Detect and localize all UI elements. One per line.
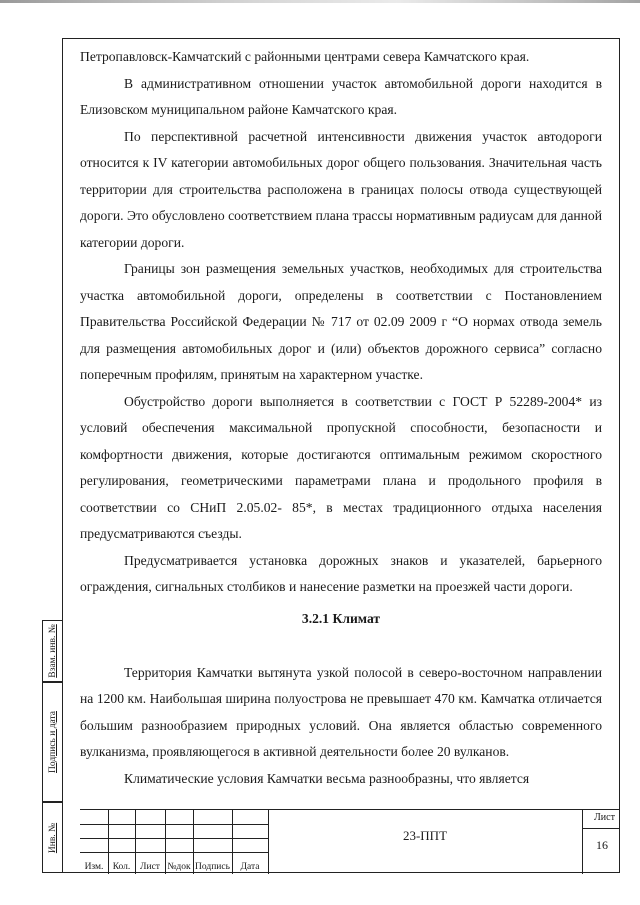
- side-strip-vzam: [42, 620, 63, 682]
- document-body: [80, 44, 602, 792]
- paragraph: По перспективной расчетной интенсивности движения участок автодороги относится к IV категории автомобильных дорог общего пользования. Значительная часть территории для строительства расположена в границах полосы отвода существующей дороги. Это обусловлено соответствием плана трассы нормативным радиусам для данной категории дороги.: [80, 128, 602, 250]
- stamp-header: №док: [167, 862, 191, 872]
- paragraph: В административном отношении участок автомобильной дороги находится в Елизовском муниципальном районе Камчатского края.: [80, 75, 602, 117]
- side-strip-signature: [42, 682, 63, 802]
- sheet-number: 16: [596, 838, 608, 852]
- stamp-header: Изм.: [84, 862, 104, 872]
- paragraph: Территория Камчатки вытянута узкой полосой в северо-восточном направлении на 1200 км. Наибольшая ширина полуострова не превышает 470 км. Камчатка отличается большим разнообразием природных условий. Она является областью современного вулканизма, проявляющегося в активной деятельности более 20 вулканов.: [80, 664, 602, 759]
- side-strip-inv-label: Инв. №: [47, 822, 58, 853]
- section-heading: 3.2.1 Климат: [301, 610, 381, 626]
- side-strip-vzam-label: Взам. инв. №: [47, 624, 58, 678]
- title-block: [80, 809, 620, 874]
- scan-top-edge: [0, 0, 640, 3]
- stamp-header: Лист: [140, 862, 160, 872]
- stamp-header: Кол.: [112, 862, 131, 872]
- side-strip-inv: [42, 802, 63, 873]
- stamp-header: Дата: [240, 862, 260, 872]
- paragraph: Предусматривается установка дорожных знаков и указателей, барьерного ограждения, сигнальных столбиков и нанесение разметки на проезжей части дороги.: [80, 552, 602, 594]
- document-code: 23-ППТ: [402, 828, 448, 843]
- stamp-header: Подпись: [195, 862, 230, 872]
- paragraph: Обустройство дороги выполняется в соответствии с ГОСТ Р 52289-2004* из условий обеспечения максимальной пропускной способности, безопасности и комфортности движения, которые достигаются оптимальным режимом скоростного регулирования, геометрическими параметрами плана и продольного профиля в соответствии со СНиП 2.05.02- 85*, в местах традиционного отдыха населения предусматриваются съезды.: [80, 393, 602, 541]
- side-strip-signature-label: Подпись и дата: [47, 710, 58, 774]
- paragraph: Петропавловск-Камчатский с районными центрами севера Камчатского края.: [80, 49, 530, 64]
- paragraph: Климатические условия Камчатки весьма разнообразны, что является: [124, 770, 530, 786]
- paragraph: Границы зон размещения земельных участков, необходимых для строительства участка автомобильной дороги, определены в соответствии с Постановлением Правительства Российской Федерации № 717 от 02.09 2009 г “О нормах отвода земель для размещения автомобильных дорог и (или) объектов дорожного сервиса” согласно поперечным профилям, принятым на характерном участке.: [80, 261, 602, 382]
- sheet-label: Лист: [594, 812, 615, 823]
